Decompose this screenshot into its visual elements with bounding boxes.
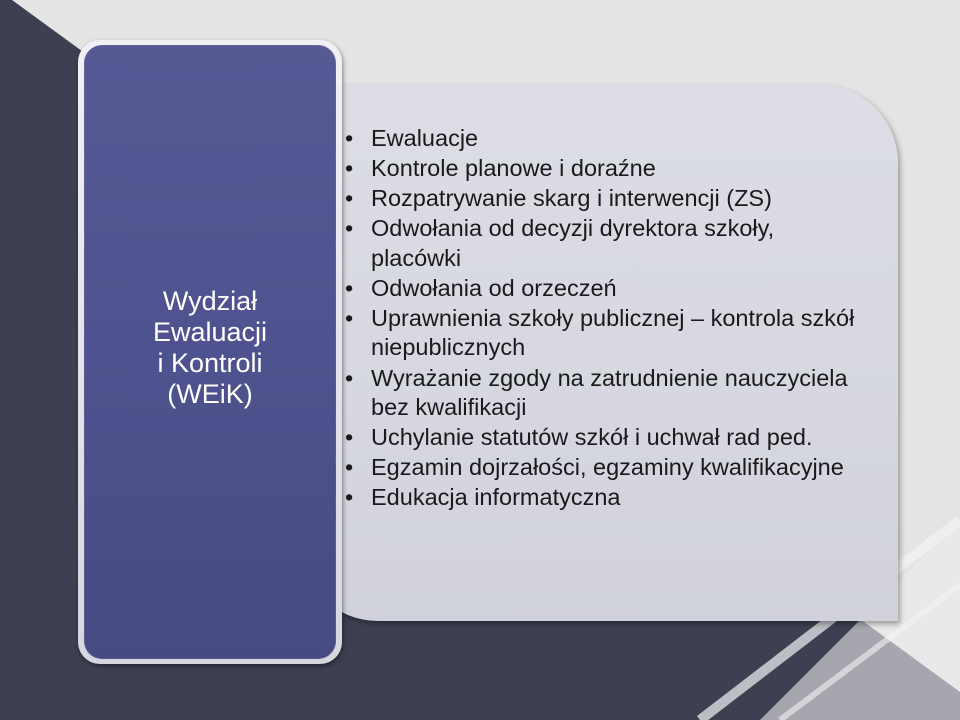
list-item: • Odwołania od decyzji dyrektora szkoły, placówki <box>341 214 861 273</box>
list-item: • Edukacja informatyczna <box>341 483 861 513</box>
list-item: • Uprawnienia szkoły publicznej – kontrola szkół niepublicznych <box>341 304 861 363</box>
list-item: • Wyrażanie zgody na zatrudnienie nauczyciela bez kwalifikacji <box>341 364 861 423</box>
department-title-line: (WEiK) <box>167 379 253 409</box>
list-item: • Rozpatrywanie skarg i interwencji (ZS) <box>341 184 861 214</box>
department-title <box>84 286 336 410</box>
list-item: • Uchylanie statutów szkół i uchwał rad ped. <box>341 423 861 453</box>
list-item: • Kontrole planowe i doraźne <box>341 154 861 184</box>
responsibilities-list <box>341 124 861 513</box>
list-item: • Ewaluacje <box>341 124 861 154</box>
list-item: • Odwołania od orzeczeń <box>341 274 861 304</box>
department-title-line: Ewaluacji <box>152 317 268 347</box>
list-item: • Egzamin dojrzałości, egzaminy kwalifikacyjne <box>341 453 861 483</box>
department-title-line: i Kontroli <box>157 348 263 378</box>
department-title-line: Wydział <box>162 286 258 316</box>
